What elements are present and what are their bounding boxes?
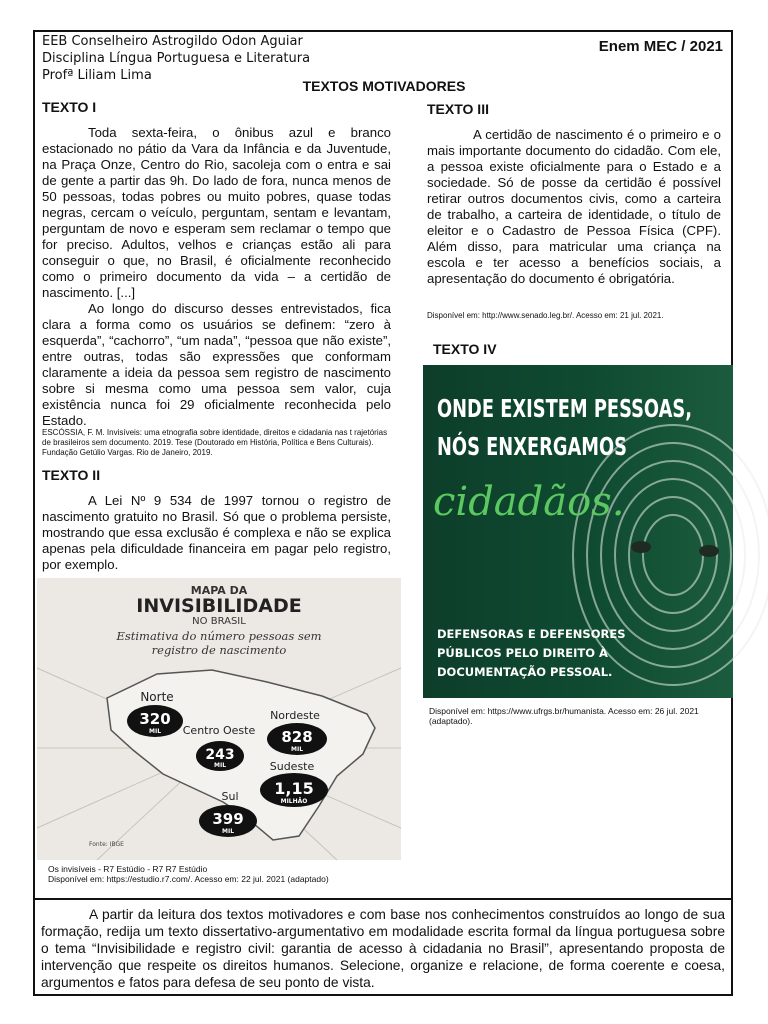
region-label-norte: Norte <box>140 690 174 704</box>
texto2-caption-1: Os invisíveis - R7 Estúdio - R7 R7 Estúdio <box>48 864 208 874</box>
region-label-sul: Sul <box>221 790 239 803</box>
poster-footer-3: DOCUMENTAÇÃO PESSOAL. <box>437 665 613 679</box>
unit-sudeste: MILHÃO <box>280 798 308 805</box>
main-title: TEXTOS MOTIVADORES <box>302 78 466 94</box>
documentation-campaign-poster <box>423 365 733 698</box>
poster-line-2: NÓS ENXERGAMOS <box>437 432 704 461</box>
map-graphic <box>37 578 401 860</box>
unit-centro-oeste: MIL <box>213 762 227 769</box>
map-source-label: Fonte: IBGE <box>89 841 124 848</box>
poster-line-1: ONDE EXISTEM PESSOAS, <box>437 394 692 423</box>
essay-prompt <box>41 906 725 991</box>
region-label-nordeste: Nordeste <box>270 709 320 722</box>
texto1-body <box>42 125 391 429</box>
school-header <box>42 33 310 84</box>
value-sul: 399 <box>212 810 244 828</box>
school-name: EEB Conselheiro Astrogildo Odon Aguiar <box>42 34 303 49</box>
texto2-paragraph-1: A Lei Nº 9 534 de 1997 tornou o registro de nascimento gratuito no Brasil. Só que o problema persiste, mostrando que essa exclusão é complexa e não se explica apenas pela dificuldade financeira em pagar pelo registro, por exemplo. <box>42 493 391 572</box>
texto1-paragraph-2: Ao longo do discurso desses entrevistados, fica clara a forma como os usuários se definem: “zero à esquerda”, “cachorro”, “um nada”, “pessoa que não existe”, entre outras, todas são expressões que conformam claramente a ideia da pessoa sem registro de nascimento sobre si mesma como uma pessoa sem valor, cuja existência nunca foi 29 oficialmente reconhecida pelo Estado. <box>42 301 391 428</box>
map-subtitle-2: registro de nascimento <box>151 643 287 657</box>
texto3-heading: TEXTO III <box>427 101 489 117</box>
value-centro-oeste: 243 <box>205 747 235 763</box>
texto1-paragraph-1: Toda sexta-feira, o ônibus azul e branco estacionado no pátio da Vara da Infância e da Juventude, na Praça Onze, Centro do Rio, sacoleja com o entra e sai de gente a partir das 9h. Do lado de fora, nunca menos de 50 pessoas, todas pobres ou muito pobres, quase todas negras, cercam o veículo, perguntam, sentam e levantam, perguntam de novo e esperam sem reclamar o tempo que for preciso. Adultos, velhos e crianças estão ali para conseguir o que, no Brasil, é oficialmente reconhecido como o primeiro documento da vida – a certidão de nascimento. [...] <box>42 125 391 300</box>
texto4-heading: TEXTO IV <box>433 341 497 357</box>
texto2-body <box>42 493 391 573</box>
value-norte: 320 <box>139 710 171 728</box>
map-title-3: NO BRASIL <box>192 616 246 627</box>
essay-prompt-box <box>33 898 733 994</box>
map-title-2: INVISIBILIDADE <box>136 595 302 617</box>
poster-script-word: cidadãos. <box>433 479 625 525</box>
map-subtitle-1: Estimativa do número pessoas sem <box>116 629 322 643</box>
unit-norte: MIL <box>148 728 162 735</box>
texto2-caption-2: Disponível em: https://estudio.r7.com/. Acesso em: 22 jul. 2021 (adaptado) <box>48 874 329 884</box>
texto3-body <box>427 127 721 287</box>
texto3-source: Disponível em: http://www.senado.leg.br/. Acesso em: 21 jul. 2021. <box>427 311 664 320</box>
map-title-1: MAPA DA <box>190 584 248 597</box>
teacher-name: Profª Liliam Lima <box>42 68 152 83</box>
texto1-source: ESCÓSSIA, F. M. Invisíveis: uma etnografia sobre identidade, direitos e cidadania nas t rajetórias de brasileiros sem documento. 2019. Tese (Doutorado em História, Política e Bens Culturais). Fundação Getúlio Vargas. Rio de Janeiro, 2019. <box>42 428 388 457</box>
poster-footer-2: PÚBLICOS PELO DIREITO À <box>437 646 608 660</box>
value-nordeste: 828 <box>281 728 313 746</box>
texto4-source: Disponível em: https://www.ufrgs.br/humanista. Acesso em: 26 jul. 2021 (adaptado). <box>429 706 699 726</box>
texto2-heading: TEXTO II <box>42 467 101 483</box>
essay-prompt-text: A partir da leitura dos textos motivadores e com base nos conhecimentos construídos ao longo de sua formação, redija um texto dissertativo-argumentativo em modalidade escrita formal da língua portuguesa sobre o tema “Invisibilidade e registro civil: garantia de acesso à cidadania no Brasil”, apresentando proposta de intervenção que respeite os direitos humanos. Selecione, organize e relacione, de forma coerente e coesa, argumentos e fatos para defesa de seu ponto de vista. <box>41 907 725 990</box>
exam-label: Enem MEC / 2021 <box>598 38 723 55</box>
texto1-heading: TEXTO I <box>42 99 97 115</box>
poster-graphic <box>423 365 733 698</box>
poster-footer-1: DEFENSORAS E DEFENSORES <box>437 627 626 641</box>
region-label-centro-oeste: Centro Oeste <box>182 724 256 737</box>
invisibility-map-image <box>37 578 401 860</box>
face-overlay <box>631 541 719 557</box>
region-label-sudeste: Sudeste <box>269 760 315 773</box>
unit-nordeste: MIL <box>290 746 304 753</box>
discipline-name: Disciplina Língua Portuguesa e Literatura <box>42 51 311 66</box>
texto3-paragraph-1: A certidão de nascimento é o primeiro e o mais importante documento do cidadão. Com ele, a pessoa existe oficialmente para o Estado e a sociedade. Só de posse da certidão é possível retirar outros documentos civis, como a carteira de trabalho, a carteira de identidade, o título de eleitor e o Cadastro de Pessoa Física (CPF). Além disso, para matricular uma criança na escola e ter acesso a benefícios sociais, a apresentação do documento é obrigatória. <box>427 127 721 286</box>
unit-sul: MIL <box>221 828 235 835</box>
value-sudeste: 1,15 <box>274 779 314 798</box>
